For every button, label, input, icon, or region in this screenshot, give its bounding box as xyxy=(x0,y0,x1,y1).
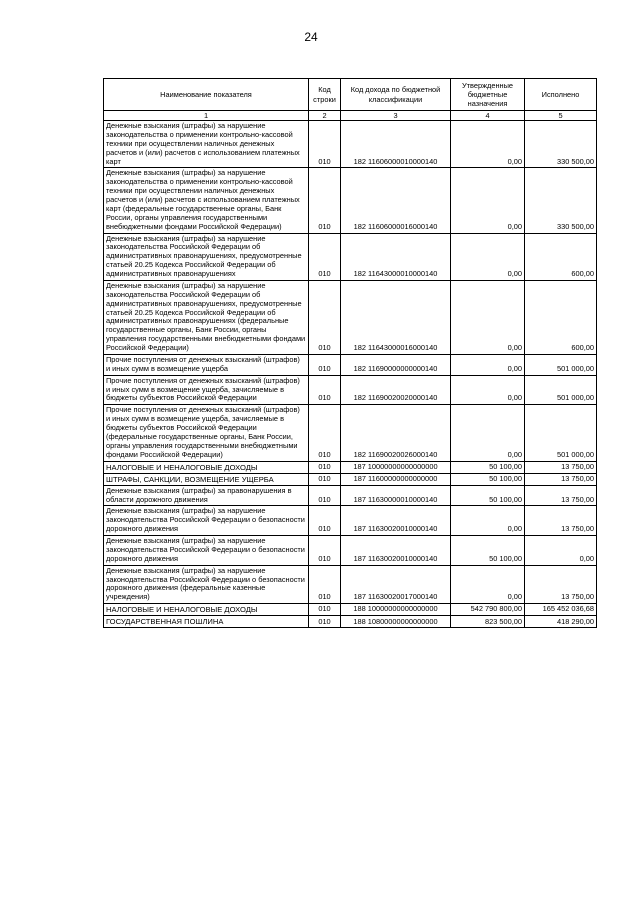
column-number: 5 xyxy=(525,111,597,121)
row-name: Денежные взыскания (штрафы) за нарушение законодательства Российской Федерации о безопасности дорожного движения xyxy=(104,536,309,566)
row-executed-amount: 501 000,00 xyxy=(525,375,597,405)
row-income-code: 182 11690000000000140 xyxy=(341,354,451,375)
row-income-code: 182 11690020026000140 xyxy=(341,405,451,461)
row-approved-amount: 0,00 xyxy=(451,233,525,280)
row-line-code: 010 xyxy=(309,473,341,485)
table-row xyxy=(104,354,597,375)
table-row xyxy=(104,461,597,473)
table-row xyxy=(104,506,597,536)
row-income-code: 182 11643000016000140 xyxy=(341,280,451,354)
row-executed-amount: 600,00 xyxy=(525,233,597,280)
row-line-code: 010 xyxy=(309,565,341,604)
row-income-code: 187 11630020017000140 xyxy=(341,565,451,604)
row-approved-amount: 0,00 xyxy=(451,375,525,405)
row-name: ГОСУДАРСТВЕННАЯ ПОШЛИНА xyxy=(104,616,309,628)
row-name: Денежные взыскания (штрафы) за нарушение законодательства о применении контрольно-кассовой техники при осуществлении наличных денежных расчетов и (или) расчетов с использованием платежных карт xyxy=(104,121,309,168)
row-name: НАЛОГОВЫЕ И НЕНАЛОГОВЫЕ ДОХОДЫ xyxy=(104,604,309,616)
row-executed-amount: 13 750,00 xyxy=(525,485,597,506)
table-row xyxy=(104,375,597,405)
row-name: Денежные взыскания (штрафы) за нарушение законодательства Российской Федерации об административных правонарушениях, предусмотренные статьей 20.25 Кодекса Российской Федерации об административных правонарушениях xyxy=(104,233,309,280)
row-line-code: 010 xyxy=(309,354,341,375)
row-name: Прочие поступления от денежных взысканий (штрафов) и иных сумм в возмещение ущерба, зачисляемые в бюджеты субъектов Российской Федерации (федеральные государственные органы, Банк России, органы управления государственными внебюджетными фондами Российской Федерации) xyxy=(104,405,309,461)
row-approved-amount: 0,00 xyxy=(451,565,525,604)
row-executed-amount: 0,00 xyxy=(525,536,597,566)
header-name: Наименование показателя xyxy=(104,79,309,111)
row-name: ШТРАФЫ, САНКЦИИ, ВОЗМЕЩЕНИЕ УЩЕРБА xyxy=(104,473,309,485)
table-row xyxy=(104,168,597,233)
row-approved-amount: 542 790 800,00 xyxy=(451,604,525,616)
table-row xyxy=(104,485,597,506)
row-line-code: 010 xyxy=(309,616,341,628)
row-name: Денежные взыскания (штрафы) за нарушение законодательства Российской Федерации о безопасности дорожного движения xyxy=(104,506,309,536)
row-executed-amount: 330 500,00 xyxy=(525,121,597,168)
row-executed-amount: 13 750,00 xyxy=(525,461,597,473)
row-name: Денежные взыскания (штрафы) за правонарушения в области дорожного движения xyxy=(104,485,309,506)
row-executed-amount: 13 750,00 xyxy=(525,473,597,485)
header-income-code: Код дохода по бюджетной классификации xyxy=(341,79,451,111)
row-income-code: 182 11690020020000140 xyxy=(341,375,451,405)
table-row xyxy=(104,473,597,485)
row-line-code: 010 xyxy=(309,280,341,354)
row-executed-amount: 418 290,00 xyxy=(525,616,597,628)
row-income-code: 187 11600000000000000 xyxy=(341,473,451,485)
row-approved-amount: 0,00 xyxy=(451,405,525,461)
row-income-code: 182 11643000010000140 xyxy=(341,233,451,280)
table-row xyxy=(104,536,597,566)
row-executed-amount: 165 452 036,68 xyxy=(525,604,597,616)
row-name: НАЛОГОВЫЕ И НЕНАЛОГОВЫЕ ДОХОДЫ xyxy=(104,461,309,473)
row-name: Прочие поступления от денежных взысканий (штрафов) и иных сумм в возмещение ущерба, зачисляемые в бюджеты субъектов Российской Федерации xyxy=(104,375,309,405)
row-approved-amount: 0,00 xyxy=(451,168,525,233)
column-number: 1 xyxy=(104,111,309,121)
row-executed-amount: 13 750,00 xyxy=(525,565,597,604)
table-row xyxy=(104,616,597,628)
row-name: Денежные взыскания (штрафы) за нарушение законодательства Российской Федерации об административных правонарушениях, предусмотренные статьей 20.25 Кодекса Российской Федерации об административных правонарушениях (федеральные государственные органы, Банк России, органы управления государственными внебюджетными фондами Российской Федерации) xyxy=(104,280,309,354)
row-approved-amount: 0,00 xyxy=(451,506,525,536)
row-approved-amount: 0,00 xyxy=(451,354,525,375)
table-row xyxy=(104,121,597,168)
table-row xyxy=(104,233,597,280)
header-executed: Исполнено xyxy=(525,79,597,111)
row-line-code: 010 xyxy=(309,375,341,405)
row-approved-amount: 823 500,00 xyxy=(451,616,525,628)
row-approved-amount: 0,00 xyxy=(451,121,525,168)
row-income-code: 182 11606000016000140 xyxy=(341,168,451,233)
page-number: 24 xyxy=(304,30,318,44)
row-line-code: 010 xyxy=(309,485,341,506)
header-line-code: Код строки xyxy=(309,79,341,111)
row-approved-amount: 50 100,00 xyxy=(451,461,525,473)
row-income-code: 182 11606000010000140 xyxy=(341,121,451,168)
column-number: 4 xyxy=(451,111,525,121)
row-income-code: 187 11630000010000140 xyxy=(341,485,451,506)
row-line-code: 010 xyxy=(309,233,341,280)
header-approved: Утвержденные бюджетные назначения xyxy=(451,79,525,111)
row-name: Денежные взыскания (штрафы) за нарушение законодательства Российской Федерации о безопасности дорожного движения (федеральные казенные учреждения) xyxy=(104,565,309,604)
row-approved-amount: 50 100,00 xyxy=(451,485,525,506)
row-executed-amount: 330 500,00 xyxy=(525,168,597,233)
row-line-code: 010 xyxy=(309,461,341,473)
table-row xyxy=(104,405,597,461)
row-approved-amount: 50 100,00 xyxy=(451,536,525,566)
row-executed-amount: 501 000,00 xyxy=(525,405,597,461)
column-number: 2 xyxy=(309,111,341,121)
row-approved-amount: 0,00 xyxy=(451,280,525,354)
row-line-code: 010 xyxy=(309,168,341,233)
table-row xyxy=(104,280,597,354)
row-income-code: 188 10000000000000000 xyxy=(341,604,451,616)
row-income-code: 188 10800000000000000 xyxy=(341,616,451,628)
row-income-code: 187 11630020010000140 xyxy=(341,506,451,536)
row-line-code: 010 xyxy=(309,506,341,536)
row-executed-amount: 600,00 xyxy=(525,280,597,354)
row-income-code: 187 11630020010000140 xyxy=(341,536,451,566)
table-row xyxy=(104,604,597,616)
row-line-code: 010 xyxy=(309,405,341,461)
row-line-code: 010 xyxy=(309,536,341,566)
budget-income-table xyxy=(103,78,597,628)
row-line-code: 010 xyxy=(309,121,341,168)
row-executed-amount: 13 750,00 xyxy=(525,506,597,536)
row-name: Прочие поступления от денежных взысканий (штрафов) и иных сумм в возмещение ущерба xyxy=(104,354,309,375)
row-approved-amount: 50 100,00 xyxy=(451,473,525,485)
row-income-code: 187 10000000000000000 xyxy=(341,461,451,473)
row-name: Денежные взыскания (штрафы) за нарушение законодательства о применении контрольно-кассовой техники при осуществлении наличных денежных расчетов и (или) расчетов с использованием платежных карт (федеральные государственные органы, Банк России, органы управления государственными внебюджетными фондами Российской Федерации) xyxy=(104,168,309,233)
table-row xyxy=(104,565,597,604)
row-line-code: 010 xyxy=(309,604,341,616)
column-number: 3 xyxy=(341,111,451,121)
row-executed-amount: 501 000,00 xyxy=(525,354,597,375)
